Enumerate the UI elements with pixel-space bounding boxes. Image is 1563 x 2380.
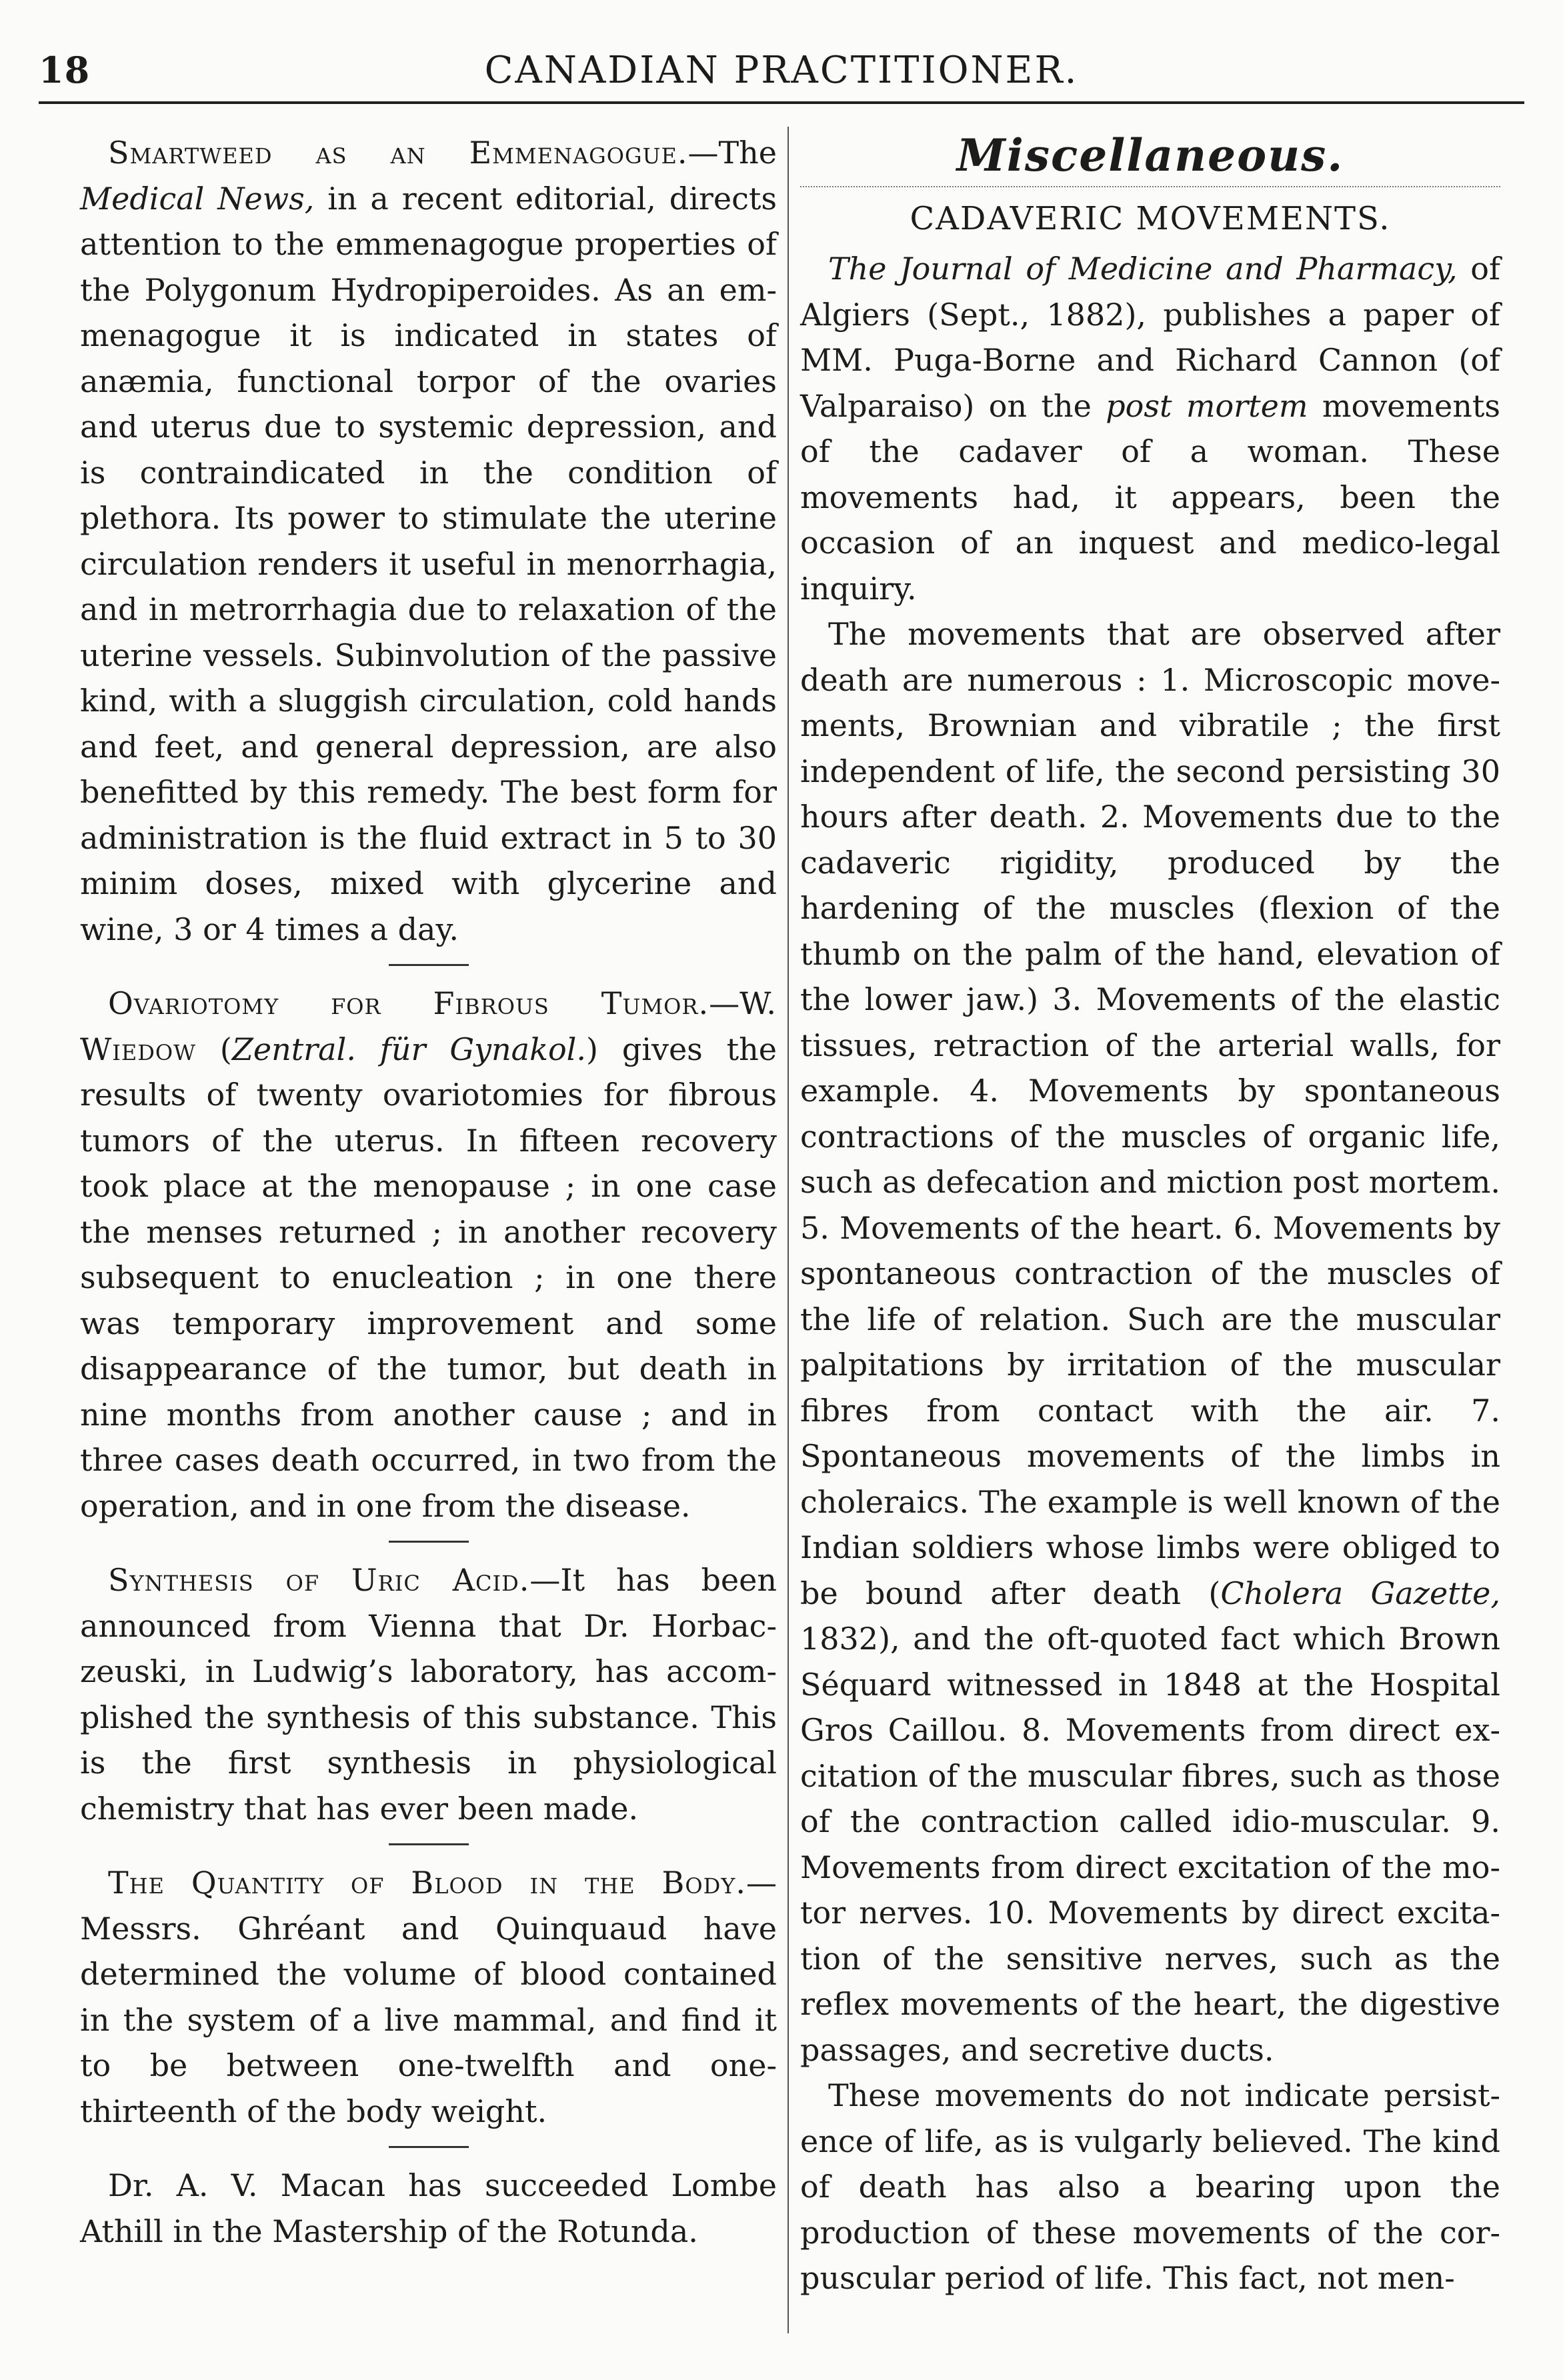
page-number: 18 (39, 49, 91, 91)
section-separator (389, 964, 469, 966)
article-title-ovariotomy: Ovariotomy for Fibrous Tumor. (108, 985, 709, 1021)
article-body: — Messrs. Ghréant and Quinquaud have determined the volume of blood contained in the system of a live mammal, and find it to be between one-twelfth and one-thirteenth of the body weight. (80, 1865, 777, 2129)
article-body: —It has been announced from Vienna that Dr. Horbaczeuski, in Ludwig’s laboratory, has accomplished the synthesis of this substance. This is the first synthesis in physiological chemistry that has ever been made. (80, 1562, 777, 1827)
article-ovariotomy: Ovariotomy for Fibrous Tumor.—W. Wiedow (Zentral. für Gynakol.) gives the results of twenty ovariotomies for fibrous tumors of the uterus. In fifteen recovery took place at the menopause ; in one case the menses returned ; in another recovery subsequent to enucleation ; in one there was temporary improvement and some disappearance of the tumor, but death in nine months from another cause ; and in three cases death occurred, in two from the operation, and in one from the disease. (80, 985, 777, 1524)
notice-macan: Dr. A. V. Macan has succeeded Lombe Athill in the Mastership of the Rotunda. (80, 2167, 777, 2249)
article-uric-acid (80, 1557, 777, 1831)
article-smartweed: Smartweed as an Emmenagogue.—The Medical News, in a recent editorial, directs attention to the emmenagogue properties of the Polygonum Hydropiperoides. As an emmenagogue it is indicated in states of anæmia, functional torpor of the ovaries and uterus due to systemic depression, and is contraindicated in the condition of plethora. Its power to stimulate the uterine circulation renders it useful in menorrhagia, and in metrorrhagia due to relaxation of the uterine vessels. Subinvolution of the passive kind, with a sluggish circulation, cold hands and feet, and general depression, are also benefitted by this remedy. The best form for administration is the fluid extract in 5 to 30 minim doses, mixed with glycerine and wine, 3 or 4 times a day. (80, 135, 777, 947)
source-citation: Medical News, (80, 180, 315, 217)
article-title-smartweed: Smartweed as an Emmenagogue. (108, 135, 688, 171)
paragraph: These movements do not indicate persistence of life, as is vulgarly believed. The kind of death has also a bearing upon the production of these movements of the corpuscular period of life. This fact, not men- (800, 2077, 1500, 2296)
section-separator (389, 1843, 469, 1845)
section-heading: Miscellaneous. (956, 129, 1344, 181)
author-name: W. Wiedow (80, 985, 777, 1067)
article-title-blood-quantity: The Quantity of Blood in the Body. (108, 1865, 746, 1901)
source-citation: The Journal of Medicine and Pharmacy, (828, 251, 1458, 287)
right-column (800, 130, 1500, 2301)
header-rule (39, 101, 1524, 104)
section-separator (389, 2146, 469, 2148)
running-head (39, 37, 1524, 97)
section-heading-rule (800, 186, 1500, 187)
article-title-cadaveric-movements: CADAVERIC MOVEMENTS. (910, 200, 1391, 237)
paragraph: The Journal of Medicine and Pharmacy, of Algiers (Sept., 1882), publishes a paper of MM. Puga-Borne and Richard Cannon (of Valparaiso) on the post mortem movements of the cadaver of a woman. These movements had, it appears, been the occasion of an inquest and medico-legal inquiry. (800, 251, 1500, 607)
article-body: in a recent editorial, directs attention to the emmenagogue properties of the Polygonum Hydropiperoides. As an emmenagogue it is indicated in states of anæmia, functional torpor of the ovaries and uterus due to systemic depression, and is contraindicated in the condition of plethora. Its power to stimulate the uterine circulation renders it useful in menorrhagia, and in metrorrhagia due to relaxation of the uterine vessels. Subinvolution of the passive kind, with a sluggish circulation, cold hands and feet, and general depression, are also benefitted by this remedy. The best form for administration is the fluid extract in 5 to 30 minim doses, mixed with glycerine and wine, 3 or 4 times a day. (80, 180, 777, 947)
section-separator (389, 1541, 469, 1543)
italic-term: post mortem (1106, 387, 1308, 424)
paragraph: The movements that are observed after death are numerous : 1. Microscopic movements, Brownian and vibratile ; the first independent of life, the second persisting 30 hours after death. 2. Movements due to the cadaveric rigidity, produced by the hardening of the muscles (flexion of the thumb on the palm of the hand, elevation of the lower jaw.) 3. Movements of the elastic tissues, retraction of the arterial walls, for example. 4. Movements by spontaneous contractions of the muscles of organic life, such as defecation and miction post mortem. 5. Movements of the heart. 6. Movements by spontaneous contraction of the muscles of the life of relation. Such are the muscular palpitations by irritation of the muscular fibres from contact with the air. 7. Spontaneous movements of the limbs in choleraics. The example is well known of the Indian soldiers whose limbs were obliged to be bound after death (Cholera Gazette, 1832), and the oft-quoted fact which Brown Séquard witnessed in 1848 at the Hospital Gros Caillou. 8. Movements from direct excitation of the muscular fibres, such as those of the contraction called idio-muscular. 9. Movements from direct excitation of the motor nerves. 10. Movements by direct excitation of the sensitive nerves, such as the reflex movements of the heart, the digestive passages, and secretive ducts. (800, 616, 1500, 2068)
journal-title: CANADIAN PRACTITIONER. (484, 49, 1079, 92)
source-citation: Cholera Gazette, (1220, 1575, 1500, 1611)
column-divider (788, 127, 789, 2333)
source-citation: Zentral. für Gynakol. (231, 1031, 586, 1067)
left-column (80, 130, 777, 2254)
article-title-uric-acid: Synthesis of Uric Acid. (108, 1562, 530, 1598)
article-body: ) gives the results of twenty ovariotomies for fibrous tumors of the uterus. In fifteen recovery took place at the menopause ; in one case the menses returned ; in another recovery subsequent to enucleation ; in one there was temporary improvement and some disappearance of the tumor, but death in nine months from another cause ; and in three cases death occurred, in two from the operation, and in one from the disease. (80, 1031, 777, 1524)
article-blood-quantity (80, 1860, 777, 2134)
